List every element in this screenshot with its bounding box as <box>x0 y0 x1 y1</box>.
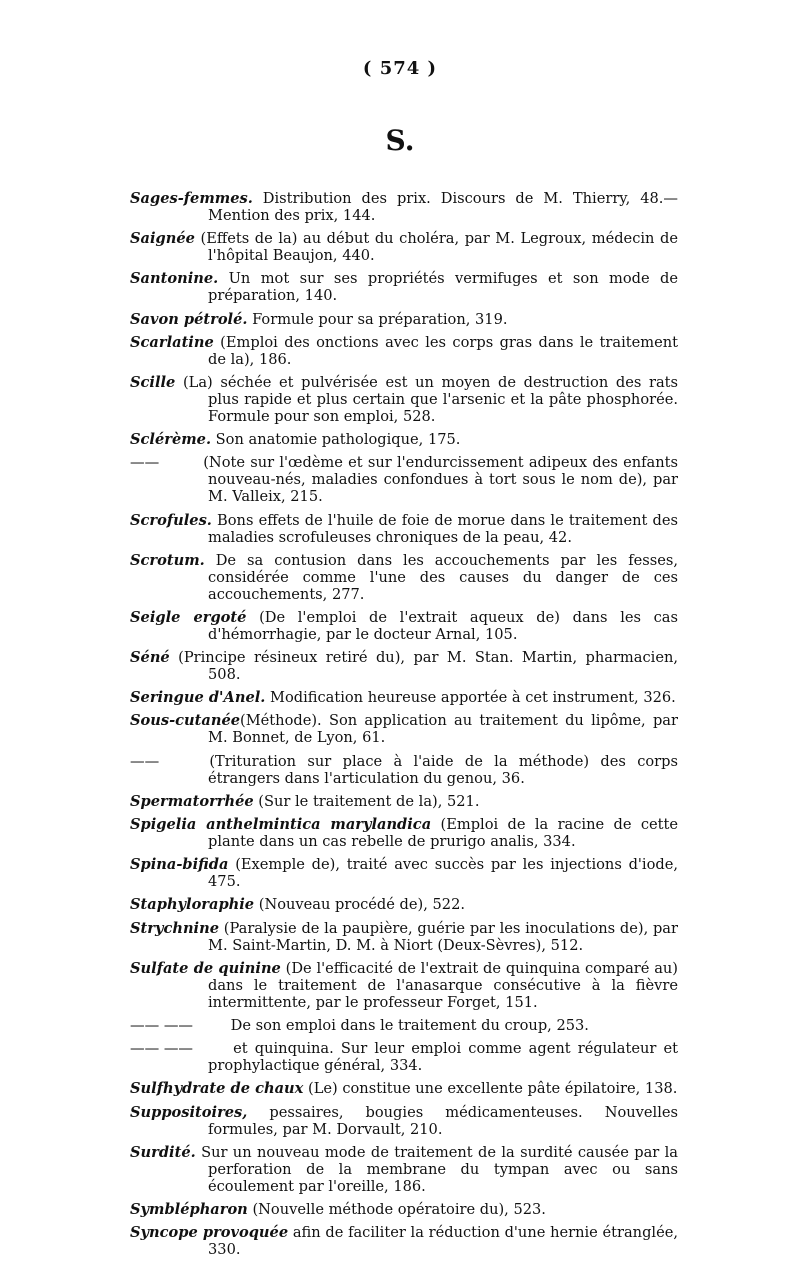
index-entry <box>130 753 678 787</box>
entry-headword: Savon pétrolé. <box>130 310 248 328</box>
entry-text: (Emploi des onctions avec les corps gras dans le traitement de la), 186. <box>208 333 678 368</box>
index-entry <box>130 1017 678 1034</box>
entry-headword: Sulfhydrate de chaux <box>130 1080 304 1098</box>
entry-text: De sa contusion dans les accouchements par les fesses, considérée comme l'une des causes du danger de ces accouchements, 277. <box>204 551 678 603</box>
index-entry <box>130 689 678 706</box>
index-entry <box>130 1040 678 1074</box>
entry-text: (Note sur l'œdème et sur l'endurcissement adipeux des enfants nouveau-nés, maladies confondues à tort sous le nom de), par M. Valleix, 215. <box>198 454 678 506</box>
entry-headword: Staphyloraphie <box>130 896 255 914</box>
entry-text: (Le) constitue une excellente pâte épilatoire, 138. <box>303 1080 678 1098</box>
entry-text: (Méthode). Son application au traitement du lipôme, par M. Bonnet, de Lyon, 61. <box>208 712 678 747</box>
entry-text: (De l'emploi de l'extrait aqueux de) dans les cas d'hémorrhagie, par le docteur Arnal, 105. <box>208 608 678 643</box>
index-entry <box>130 896 678 913</box>
section-letter: S. <box>385 124 415 157</box>
entry-text: (De l'efficacité de l'extrait de quinquina comparé au) dans le traitement de l'anasarque consécutive à la fièvre intermittente, par le professeur Forget, 151. <box>208 959 678 1011</box>
entry-text: (Effets de la) au début du choléra, par M. Legroux, médecin de l'hôpital Beaujon, 440. <box>194 230 678 265</box>
entry-headword: Scrotum. <box>130 551 205 569</box>
index-entry <box>130 552 678 603</box>
entry-headword: Santonine. <box>130 270 219 288</box>
entry-headword: Spina-bifida <box>130 856 229 874</box>
ditto-dash: —— —— <box>130 1040 194 1058</box>
entry-text: Modification heureuse apportée à cet instrument, 326. <box>265 689 676 707</box>
index-entry <box>130 1201 678 1218</box>
entry-headword: Symblépharon <box>130 1200 248 1218</box>
entry-text: pessaires, bougies médicamenteuses. Nouvelles formules, par M. Dorvault, 210. <box>208 1103 678 1138</box>
ditto-dash: —— <box>130 752 160 770</box>
index-entry <box>130 1224 678 1258</box>
entry-headword: Spigelia anthelmintica marylandica <box>130 816 432 833</box>
index-entry <box>130 334 678 368</box>
entry-text: (La) séchée et pulvérisée est un moyen de destruction des rats plus rapide et plus certain que l'arsenic et la pâte phosphorée. Formule pour son emploi, 528. <box>175 373 678 425</box>
entry-text: Formule pour sa préparation, 319. <box>247 310 508 328</box>
entry-headword: Suppositoires, <box>130 1103 248 1121</box>
index-entry <box>130 856 678 890</box>
entry-text: (Principe résineux retiré du), par M. Stan. Martin, pharmacien, 508. <box>169 649 678 684</box>
index-entry <box>130 960 678 1011</box>
entry-headword: Spermatorrhée <box>130 792 254 810</box>
entry-text: (Paralysie de la paupière, guérie par les inoculations de), par M. Saint-Martin, D. M. à Niort (Deux-Sèvres), 512. <box>208 919 678 954</box>
entry-text: afin de faciliter la réduction d'une hernie étranglée, 330. <box>208 1224 679 1259</box>
index-entry <box>130 1104 678 1138</box>
entry-text: et quinquina. Sur leur emploi comme agent régulateur et prophylactique général, 334. <box>208 1040 678 1075</box>
entry-headword: Scarlatine <box>130 333 214 351</box>
index-entry <box>130 270 678 304</box>
page-number: ( 574 ) <box>362 58 438 79</box>
entry-text: (Trituration sur place à l'aide de la méthode) des corps étrangers dans l'articulation du genou, 36. <box>198 752 678 787</box>
entry-headword: Seigle ergoté <box>130 608 247 626</box>
entry-text: Un mot sur ses propriétés vermifuges et son mode de préparation, 140. <box>208 270 678 305</box>
entry-headword: Seringue d'Anel. <box>130 689 266 707</box>
index-entry <box>130 1080 678 1097</box>
entry-headword: Sulfate de quinine <box>130 959 281 977</box>
entry-text: Son anatomie pathologique, 175. <box>211 431 461 449</box>
entry-headword: Séné <box>130 649 170 667</box>
entry-text: Distribution des prix. Discours de M. Thierry, 48.—Mention des prix, 144. <box>208 190 678 224</box>
index-entry <box>130 816 678 850</box>
entry-headword: Sous-cutanée <box>130 712 241 730</box>
entry-headword: Syncope provoquée <box>130 1224 289 1242</box>
entry-text: (Nouveau procédé de), 522. <box>254 896 465 914</box>
entry-headword: Scille <box>130 373 176 391</box>
entry-text: Sur un nouveau mode de traitement de la surdité causée par la perforation de la membrane du tympan avec ou sans écoulement par l'oreille, 186. <box>195 1143 678 1195</box>
index-entry <box>130 512 678 546</box>
entry-headword: Sclérème. <box>130 431 212 449</box>
entry-text: (Nouvelle méthode opératoire du), 523. <box>247 1200 546 1218</box>
index-entry <box>130 649 678 683</box>
entry-headword: Surdité. <box>130 1143 196 1161</box>
index-entry <box>130 1144 678 1195</box>
entry-headword: Saignée <box>130 230 195 248</box>
entry-text: (Sur le traitement de la), 521. <box>253 792 480 810</box>
index-entry <box>130 609 678 643</box>
entry-text: De son emploi dans le traitement du croup, 253. <box>226 1016 589 1034</box>
index-entry <box>130 311 678 328</box>
index-entry <box>130 712 678 746</box>
index-entry <box>130 190 678 224</box>
index-entry <box>130 431 678 448</box>
index-entries <box>130 190 678 1264</box>
entry-text: (Exemple de), traité avec succès par les injections d'iode, 475. <box>208 856 678 891</box>
index-entry <box>130 793 678 810</box>
index-entry <box>130 230 678 264</box>
entry-headword: Strychnine <box>130 919 219 937</box>
ditto-dash: —— <box>130 454 160 472</box>
index-entry <box>130 920 678 954</box>
entry-text: Bons effets de l'huile de foie de morue dans le traitement des maladies scrofuleuses chroniques de la peau, 42. <box>208 511 678 546</box>
entry-headword: Scrofules. <box>130 511 212 529</box>
entry-headword: Sages-femmes. <box>130 190 253 207</box>
index-entry <box>130 454 678 505</box>
entry-text: (Emploi de la racine de cette plante dans un cas rebelle de prurigo analis, 334. <box>208 816 678 850</box>
index-entry <box>130 374 678 425</box>
ditto-dash: —— —— <box>130 1016 194 1034</box>
